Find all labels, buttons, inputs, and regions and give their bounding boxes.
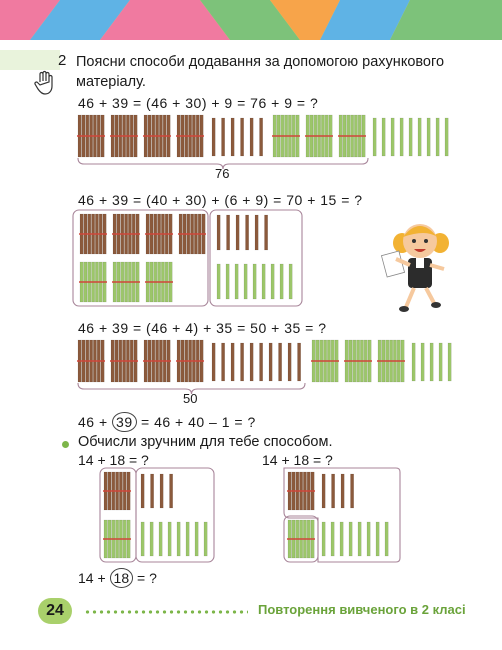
task-instruction: Поясни способи додавання за допомогою рахункового матеріалу. [76, 54, 445, 90]
equation-4-suffix: = 46 + 40 – 1 = ? [136, 414, 256, 430]
bottom-equation-circled-number: 18 [110, 568, 134, 588]
equation-1-brace-label: 76 [215, 166, 230, 181]
footer-dots [84, 610, 248, 614]
bottom-equation-prefix: 14 + [78, 570, 110, 586]
task-number: 2 [58, 52, 67, 69]
subtask-left-equation: 14 + 18 = ? [78, 452, 149, 468]
equation-3: 46 + 39 = (46 + 4) + 35 = 50 + 35 = ? [78, 320, 327, 336]
subtask-instruction: Обчисли зручним для тебе способом. [78, 434, 333, 450]
equation-4-prefix: 46 + [78, 414, 113, 430]
bottom-equation-suffix: = ? [133, 570, 157, 586]
page-number: 24 [38, 598, 72, 624]
equation-4-circled-number: 39 [112, 412, 137, 432]
subtask-right-equation: 14 + 18 = ? [262, 452, 333, 468]
equation-1: 46 + 39 = (46 + 30) + 9 = 76 + 9 = ? [78, 95, 319, 111]
footer-title: Повторення вивченого в 2 класі [258, 602, 466, 617]
equation-3-brace-label: 50 [183, 391, 198, 406]
equation-2: 46 + 39 = (40 + 30) + (6 + 9) = 70 + 15 = ? [78, 192, 363, 208]
